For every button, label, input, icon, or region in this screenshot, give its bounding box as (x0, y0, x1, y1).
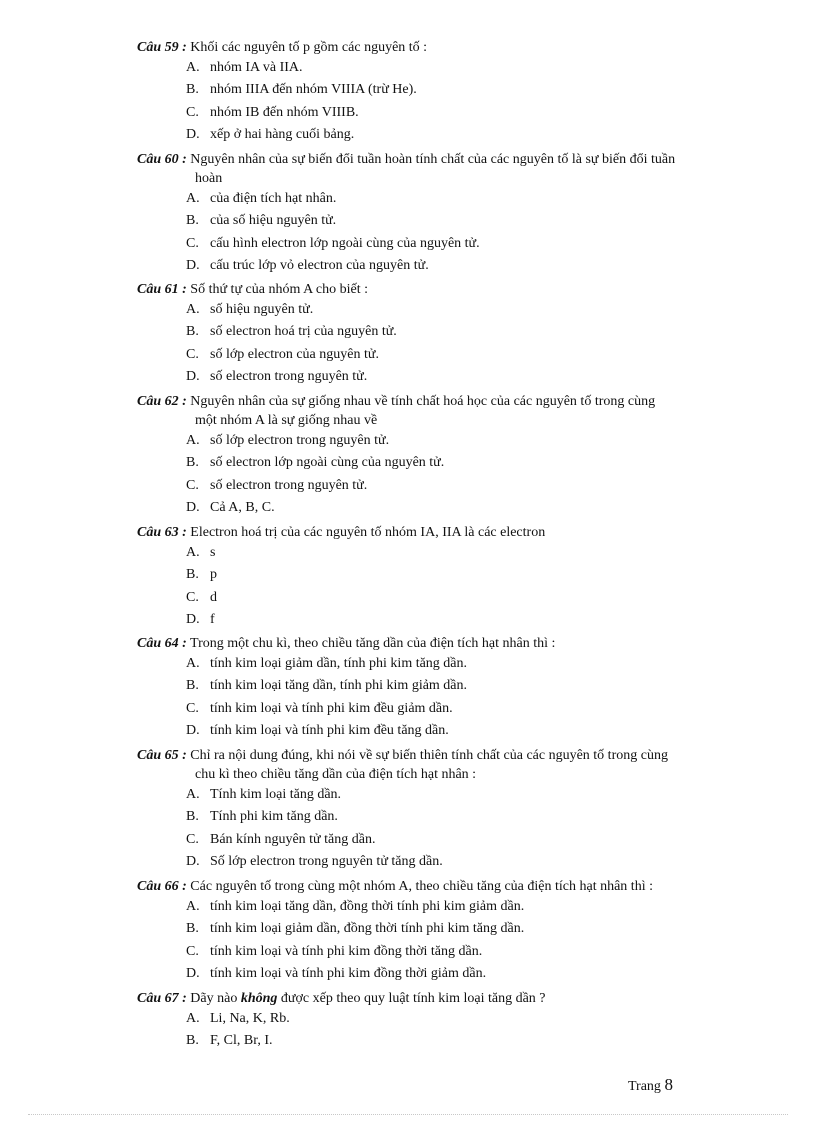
question-stem (137, 634, 767, 653)
question-text: Trong một chu kì, theo chiều tăng dần của điện tích hạt nhân thì : (186, 636, 556, 651)
question-64 (137, 634, 767, 743)
question-label: Câu 62 : (137, 394, 187, 409)
question-stem (137, 150, 767, 188)
option: D. xếp ở hai hàng cuối bảng. (186, 127, 355, 143)
question-67 (137, 989, 767, 1053)
question-61 (137, 280, 767, 389)
option: A. tính kim loại tăng dần, đồng thời tính phi kim giảm dần. (186, 899, 525, 914)
question-label: Câu 60 : (137, 152, 187, 167)
option: D. Cả A, B, C. (186, 500, 275, 516)
question-text-continued: hoàn (195, 171, 223, 186)
question-text: Nguyên nhân của sự biến đổi tuần hoàn tính chất của các nguyên tố là sự biến đổi tuần (186, 152, 676, 167)
option: B. số electron lớp ngoài cùng của nguyên tử. (186, 455, 445, 471)
question-text-continued: chu kì theo chiều tăng dần của điện tích hạt nhân : (195, 767, 477, 782)
option: C. tính kim loại và tính phi kim đều giảm dần. (186, 700, 453, 716)
question-label: Câu 59 : (137, 40, 187, 55)
question-text: Số thứ tự của nhóm A cho biết : (186, 282, 369, 297)
option: C. d (186, 589, 217, 605)
option: C. số electron trong nguyên tử. (186, 477, 368, 493)
question-stem (137, 280, 767, 299)
page-label: Trang (628, 1079, 661, 1094)
option: D. tính kim loại và tính phi kim đều tăng dần. (186, 723, 449, 739)
option: C. số lớp electron của nguyên tử. (186, 346, 379, 362)
question-text: Các nguyên tố trong cùng một nhóm A, theo chiều tăng của điện tích hạt nhân thì : (186, 879, 653, 894)
page-footer (628, 1075, 673, 1095)
question-59 (137, 38, 767, 147)
option: B. của số hiệu nguyên tử. (186, 213, 337, 229)
question-65 (137, 746, 767, 874)
option: B. F, Cl, Br, I. (186, 1033, 273, 1049)
question-stem (137, 38, 767, 57)
option: A. nhóm IA và IIA. (186, 60, 303, 75)
question-60 (137, 150, 767, 278)
question-62 (137, 392, 767, 520)
question-text-continued: một nhóm A là sự giống nhau về (195, 413, 378, 428)
option: C. Bán kính nguyên tử tăng dần. (186, 831, 376, 847)
question-stem (137, 523, 767, 542)
question-label: Câu 65 : (137, 748, 187, 763)
option: B. nhóm IIIA đến nhóm VIIIA (trừ He). (186, 82, 417, 98)
question-text: Khối các nguyên tố p gồm các nguyên tố : (186, 40, 428, 55)
question-63 (137, 523, 767, 632)
question-label: Câu 61 : (137, 282, 187, 297)
option: D. Số lớp electron trong nguyên tử tăng dần. (186, 854, 443, 870)
question-stem (137, 392, 767, 430)
option: B. tính kim loại giảm dần, đồng thời tính phi kim tăng dần. (186, 921, 525, 937)
option: A. Li, Na, K, Rb. (186, 1011, 290, 1026)
question-text: Dãy nào (186, 991, 241, 1006)
option: D. tính kim loại và tính phi kim đồng thời giảm dần. (186, 966, 487, 982)
question-66 (137, 877, 767, 986)
option: C. cấu hình electron lớp ngoài cùng của nguyên tử. (186, 235, 480, 251)
option: A. s (186, 545, 216, 560)
question-stem (137, 989, 767, 1008)
option: C. nhóm IB đến nhóm VIIIB. (186, 104, 359, 120)
question-text: Chỉ ra nội dung đúng, khi nói về sự biến thiên tính chất của các nguyên tố trong cùng (186, 748, 668, 763)
option: B. số electron hoá trị của nguyên tử. (186, 324, 397, 340)
option: B. tính kim loại tăng dần, tính phi kim giảm dần. (186, 678, 468, 694)
option: B. Tính phi kim tăng dần. (186, 809, 338, 825)
option: D. số electron trong nguyên tử. (186, 369, 368, 385)
option: B. p (186, 567, 217, 583)
question-stem (137, 746, 767, 784)
question-label: Câu 64 : (137, 636, 187, 651)
question-text: được xếp theo quy luật tính kim loại tăng dần ? (277, 991, 546, 1006)
option: A. của điện tích hạt nhân. (186, 191, 337, 206)
option: A. số hiệu nguyên tử. (186, 302, 314, 317)
question-text: Nguyên nhân của sự giống nhau về tính chất hoá học của các nguyên tố trong cùng (186, 394, 656, 409)
option: A. tính kim loại giảm dần, tính phi kim tăng dần. (186, 656, 468, 671)
question-text: Electron hoá trị của các nguyên tố nhóm IA, IIA là các electron (186, 525, 546, 540)
question-stem (137, 877, 767, 896)
question-label: Câu 67 : (137, 991, 187, 1006)
page-number: 8 (664, 1075, 673, 1094)
question-label: Câu 66 : (137, 879, 187, 894)
option: A. số lớp electron trong nguyên tử. (186, 433, 390, 448)
question-label: Câu 63 : (137, 525, 187, 540)
option: C. tính kim loại và tính phi kim đồng thời tăng dần. (186, 943, 483, 959)
option: D. cấu trúc lớp vỏ electron của nguyên tử. (186, 258, 429, 274)
emphasis-word: không (240, 991, 278, 1006)
option: D. f (186, 612, 215, 628)
option: A. Tính kim loại tăng dần. (186, 787, 342, 802)
footer-rule (28, 1114, 788, 1115)
